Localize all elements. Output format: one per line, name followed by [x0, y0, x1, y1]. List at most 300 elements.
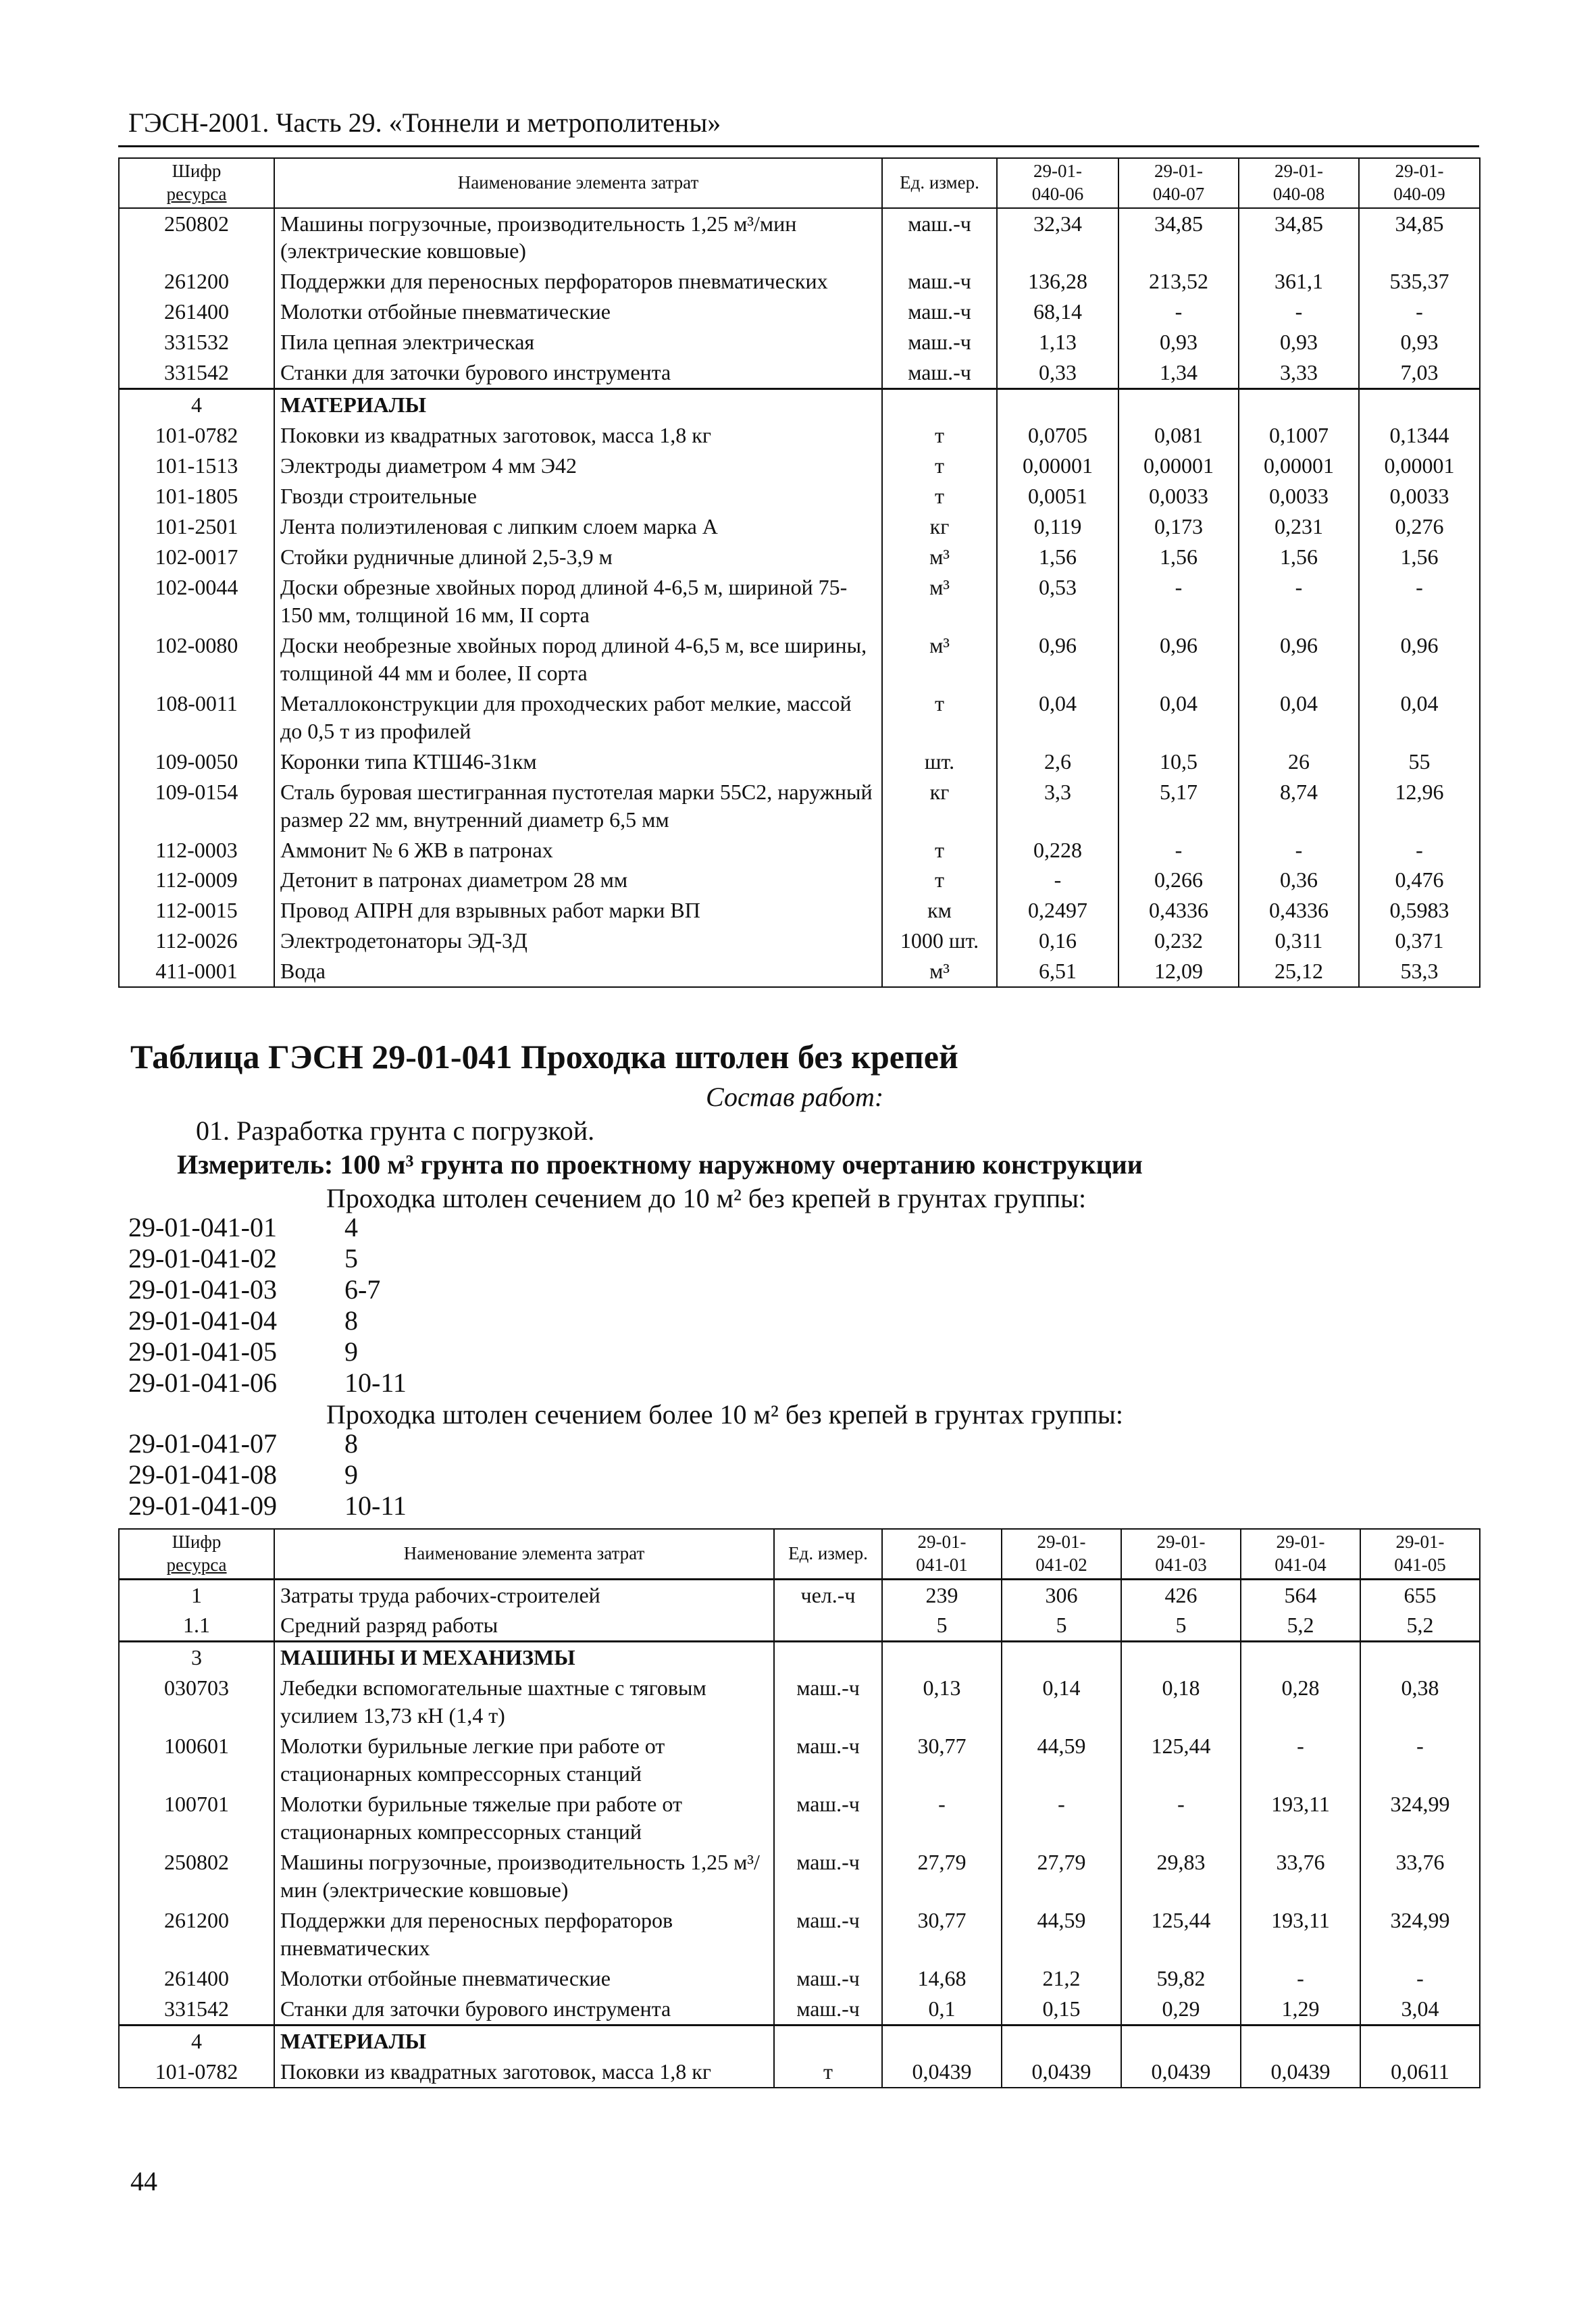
table-row [119, 1847, 1480, 1905]
norm-value: 0,16 [997, 926, 1118, 956]
unit-of-measure: шт. [882, 747, 997, 777]
norm-value: 0,04 [1239, 688, 1359, 747]
norm-value: 12,09 [1118, 956, 1239, 987]
norm-value: 12,96 [1359, 777, 1480, 835]
unit-of-measure: маш.-ч [774, 1905, 882, 1963]
norm-value: 239 [882, 1579, 1002, 1610]
cost-element-name: Гвозди строительные [274, 481, 882, 511]
unit-of-measure: маш.-ч [882, 266, 997, 297]
norm-value: 44,59 [1002, 1905, 1121, 1963]
table-row [119, 1789, 1480, 1847]
column-header-041-02: 29-01- 041-02 [1002, 1529, 1121, 1579]
norm-value: - [1118, 297, 1239, 327]
unit-of-measure [774, 1610, 882, 1641]
soil-group: 9 [344, 1336, 358, 1367]
resource-code: 331542 [119, 357, 274, 388]
cost-element-name: Провод АПРН для взрывных работ марки ВП [274, 895, 882, 926]
norm-value: - [1360, 1963, 1480, 1994]
variant-item [128, 1428, 407, 1459]
resource-code: 101-0782 [119, 420, 274, 451]
norm-value: 0,119 [997, 511, 1118, 542]
norm-value: - [1359, 835, 1480, 865]
unit-of-measure [882, 389, 997, 420]
unit-of-measure: т [882, 451, 997, 481]
norm-value: 34,85 [1359, 208, 1480, 267]
norm-value [1121, 2025, 1241, 2056]
norm-value: 30,77 [882, 1905, 1002, 1963]
norm-value: 0,96 [1359, 630, 1480, 688]
unit-of-measure: маш.-ч [774, 1994, 882, 2025]
column-header-unit: Ед. измер. [882, 158, 997, 208]
norm-value: 0,231 [1239, 511, 1359, 542]
unit-of-measure: 1000 шт. [882, 926, 997, 956]
norm-value: - [1002, 1789, 1121, 1847]
cost-element-name: Стойки рудничные длиной 2,5-3,9 м [274, 542, 882, 572]
table-row [119, 926, 1480, 956]
page-number: 44 [130, 2166, 157, 2196]
resource-code: 112-0003 [119, 835, 274, 865]
variant-code: 29-01-041-03 [128, 1274, 277, 1305]
norm-value: 30,77 [882, 1731, 1002, 1789]
norm-value [1241, 2025, 1360, 2056]
norm-value: 0,0439 [1121, 2057, 1241, 2088]
group-caption-small-section: Проходка штолен сечением до 10 м² без крепей в грунтах группы: [326, 1183, 1087, 1213]
resource-code: 102-0017 [119, 542, 274, 572]
norm-value: 193,11 [1241, 1789, 1360, 1847]
soil-group: 9 [344, 1459, 358, 1490]
unit-of-measure: маш.-ч [882, 357, 997, 388]
column-header-040-06: 29-01- 040-06 [997, 158, 1118, 208]
table-body [119, 1579, 1480, 2088]
norm-value: 0,04 [1359, 688, 1480, 747]
column-header-041-03: 29-01- 041-03 [1121, 1529, 1241, 1579]
norm-value: 0,93 [1118, 327, 1239, 357]
cost-element-name: Поддержки для переносных перфораторов пневматических [274, 1905, 774, 1963]
table-header-row [119, 158, 1480, 208]
norm-value: 0,0705 [997, 420, 1118, 451]
resource-code: 108-0011 [119, 688, 274, 747]
unit-of-measure: маш.-ч [774, 1847, 882, 1905]
unit-of-measure: м³ [882, 956, 997, 987]
variant-item [128, 1336, 407, 1367]
cost-element-name: Станки для заточки бурового инструмента [274, 357, 882, 388]
norm-value: 0,53 [997, 572, 1118, 630]
norm-value: 193,11 [1241, 1905, 1360, 1963]
unit-of-measure: маш.-ч [882, 297, 997, 327]
norm-value: 0,93 [1239, 327, 1359, 357]
unit-of-measure: маш.-ч [882, 327, 997, 357]
norm-value: 0,18 [1121, 1673, 1241, 1731]
work-item: 01. Разработка грунта с погрузкой. [196, 1115, 595, 1146]
norm-value: 306 [1002, 1579, 1121, 1610]
table-row [119, 1994, 1480, 2025]
resource-code: 331542 [119, 1994, 274, 2025]
column-header-041-01: 29-01- 041-01 [882, 1529, 1002, 1579]
column-header-041-05: 29-01- 041-05 [1360, 1529, 1480, 1579]
norm-value: 426 [1121, 1579, 1241, 1610]
group-caption-large-section: Проходка штолен сечением более 10 м² без крепей в грунтах группы: [326, 1399, 1124, 1430]
cost-element-name: Лебедки вспомогательные шахтные с тяговым усилием 13,73 кН (1,4 т) [274, 1673, 774, 1731]
norm-value: 125,44 [1121, 1905, 1241, 1963]
norm-value: - [1118, 572, 1239, 630]
norm-value: 0,2497 [997, 895, 1118, 926]
norm-value: 29,83 [1121, 1847, 1241, 1905]
table-row [119, 1905, 1480, 1963]
resource-code: 4 [119, 389, 274, 420]
norm-value: 26 [1239, 747, 1359, 777]
norm-value [1360, 2025, 1480, 2056]
norm-value: 27,79 [882, 1847, 1002, 1905]
norm-value: 0,96 [997, 630, 1118, 688]
cost-element-name: Доски обрезные хвойных пород длиной 4-6,5 м, шириной 75-150 мм, толщиной 16 мм, II сорта [274, 572, 882, 630]
norm-value: 0,04 [1118, 688, 1239, 747]
norm-value: 0,0439 [882, 2057, 1002, 2088]
norm-value: - [1239, 297, 1359, 327]
norm-value: 1,34 [1118, 357, 1239, 388]
norm-value: 3,3 [997, 777, 1118, 835]
variant-item [128, 1367, 407, 1399]
table-row [119, 777, 1480, 835]
norm-value: - [997, 865, 1118, 895]
unit-of-measure: маш.-ч [774, 1673, 882, 1731]
norm-value: 34,85 [1239, 208, 1359, 267]
norm-value: 14,68 [882, 1963, 1002, 1994]
norm-value [1002, 2025, 1121, 2056]
table-row [119, 266, 1480, 297]
table-row [119, 1731, 1480, 1789]
variant-item [128, 1274, 407, 1305]
norm-value [1002, 1642, 1121, 1673]
norm-value: 0,28 [1241, 1673, 1360, 1731]
norm-value [1241, 1642, 1360, 1673]
norm-value [1359, 389, 1480, 420]
norm-value [882, 2025, 1002, 2056]
variant-item [128, 1305, 407, 1336]
norm-value: 53,3 [1359, 956, 1480, 987]
resource-code: 261400 [119, 297, 274, 327]
norm-value: 34,85 [1118, 208, 1239, 267]
cost-element-name: Лента полиэтиленовая с липким слоем марка А [274, 511, 882, 542]
norm-value: 10,5 [1118, 747, 1239, 777]
norm-value: 0,276 [1359, 511, 1480, 542]
variant-code: 29-01-041-04 [128, 1305, 277, 1336]
norm-value: 564 [1241, 1579, 1360, 1610]
table-row [119, 2057, 1480, 2088]
norm-value: 5 [882, 1610, 1002, 1641]
unit-of-measure: чел.-ч [774, 1579, 882, 1610]
unit-of-measure: м³ [882, 630, 997, 688]
unit-of-measure: т [882, 420, 997, 451]
table-row [119, 895, 1480, 926]
resource-code: 102-0080 [119, 630, 274, 688]
norm-value: 0,371 [1359, 926, 1480, 956]
unit-of-measure: т [882, 835, 997, 865]
resource-code: 250802 [119, 208, 274, 267]
column-header-040-09: 29-01- 040-09 [1359, 158, 1480, 208]
norm-value: - [1121, 1789, 1241, 1847]
soil-group: 4 [344, 1212, 358, 1242]
norm-value: - [1360, 1731, 1480, 1789]
norm-value: 0,0439 [1241, 2057, 1360, 2088]
norm-value: - [1241, 1963, 1360, 1994]
column-header-040-07: 29-01- 040-07 [1118, 158, 1239, 208]
cost-element-name: Станки для заточки бурового инструмента [274, 1994, 774, 2025]
variant-item [128, 1243, 407, 1274]
norm-value: 324,99 [1360, 1789, 1480, 1847]
norm-value: - [1118, 835, 1239, 865]
norm-value: 0,96 [1118, 630, 1239, 688]
section-row [119, 2025, 1480, 2056]
resource-code: 112-0015 [119, 895, 274, 926]
norm-value: 1,13 [997, 327, 1118, 357]
norm-value: 44,59 [1002, 1731, 1121, 1789]
cost-element-name: Средний разряд работы [274, 1610, 774, 1641]
unit-of-measure: кг [882, 511, 997, 542]
norm-value: 0,0033 [1118, 481, 1239, 511]
norm-value: 0,228 [997, 835, 1118, 865]
table-row [119, 357, 1480, 388]
unit-of-measure: т [774, 2057, 882, 2088]
resource-code: 109-0154 [119, 777, 274, 835]
norm-value: 33,76 [1360, 1847, 1480, 1905]
soil-group: 8 [344, 1305, 358, 1336]
composition-heading: Состав работ: [706, 1082, 884, 1112]
cost-element-name: Молотки бурильные легкие при работе от стационарных компрессорных станций [274, 1731, 774, 1789]
norm-value: 0,0033 [1239, 481, 1359, 511]
norm-value: 0,14 [1002, 1673, 1121, 1731]
unit-of-measure: маш.-ч [774, 1731, 882, 1789]
cost-element-name: МАТЕРИАЛЫ [274, 389, 882, 420]
norm-value: 0,00001 [1239, 451, 1359, 481]
norm-value: 32,34 [997, 208, 1118, 267]
table-row [119, 630, 1480, 688]
resource-code: 331532 [119, 327, 274, 357]
norm-value: - [1239, 572, 1359, 630]
norm-value: 0,36 [1239, 865, 1359, 895]
norm-value: 5,2 [1360, 1610, 1480, 1641]
norm-value: 136,28 [997, 266, 1118, 297]
section-row [119, 1642, 1480, 1673]
resource-code: 112-0009 [119, 865, 274, 895]
norm-value: 125,44 [1121, 1731, 1241, 1789]
cost-element-name: Сталь буровая шестигранная пустотелая марки 55С2, наружный размер 22 мм, внутренний диаметр 6,5 мм [274, 777, 882, 835]
variant-code: 29-01-041-09 [128, 1490, 277, 1521]
norm-value: 5 [1002, 1610, 1121, 1641]
norm-value: 68,14 [997, 297, 1118, 327]
norm-value [1121, 1642, 1241, 1673]
soil-group: 6-7 [344, 1274, 381, 1305]
norm-value [1239, 389, 1359, 420]
resource-code: 261200 [119, 266, 274, 297]
norm-value: 1,29 [1241, 1994, 1360, 2025]
table-row [119, 420, 1480, 451]
cost-element-name: Доски необрезные хвойных пород длиной 4-6,5 м, все ширины, толщиной 44 мм и более, II сорта [274, 630, 882, 688]
table-row [119, 542, 1480, 572]
cost-element-name: Детонит в патронах диаметром 28 мм [274, 865, 882, 895]
norm-value: 21,2 [1002, 1963, 1121, 1994]
norm-value: - [882, 1789, 1002, 1847]
resource-code: 261400 [119, 1963, 274, 1994]
unit-of-measure: маш.-ч [882, 208, 997, 267]
table-row [119, 1610, 1480, 1641]
resource-code: 1 [119, 1579, 274, 1610]
norm-value: 0,38 [1360, 1673, 1480, 1731]
norm-value: 55 [1359, 747, 1480, 777]
cost-element-name: Электроды диаметром 4 мм Э42 [274, 451, 882, 481]
norm-value: 5 [1121, 1610, 1241, 1641]
cost-element-name: Металлоконструкции для проходческих работ мелкие, массой до 0,5 т из профилей [274, 688, 882, 747]
norm-value: - [1239, 835, 1359, 865]
table-row [119, 208, 1480, 267]
norm-value: 25,12 [1239, 956, 1359, 987]
norm-value: 0,00001 [1118, 451, 1239, 481]
column-header-code: Шифр ресурса [119, 1529, 274, 1579]
table-row [119, 688, 1480, 747]
table-row [119, 572, 1480, 630]
norm-value [1360, 1642, 1480, 1673]
norm-value: 0,29 [1121, 1994, 1241, 2025]
unit-of-measure: т [882, 865, 997, 895]
resource-table-041 [118, 1528, 1481, 2088]
norm-value: 0,0033 [1359, 481, 1480, 511]
resource-code: 3 [119, 1642, 274, 1673]
norm-value: 0,081 [1118, 420, 1239, 451]
norm-value: 0,1344 [1359, 420, 1480, 451]
norm-value: - [1241, 1731, 1360, 1789]
soil-group: 5 [344, 1243, 358, 1274]
norm-value: 0,476 [1359, 865, 1480, 895]
variant-code: 29-01-041-08 [128, 1459, 277, 1490]
table-row [119, 1579, 1480, 1610]
variant-list-small-section [128, 1212, 407, 1399]
resource-code: 411-0001 [119, 956, 274, 987]
norm-value: 0,00001 [997, 451, 1118, 481]
norm-value: 0,33 [997, 357, 1118, 388]
variant-item [128, 1459, 407, 1490]
table-row [119, 865, 1480, 895]
cost-element-name: Молотки бурильные тяжелые при работе от стационарных компрессорных станций [274, 1789, 774, 1847]
norm-value: 1,56 [1118, 542, 1239, 572]
norm-value: 655 [1360, 1579, 1480, 1610]
table-row [119, 481, 1480, 511]
norm-value: 0,173 [1118, 511, 1239, 542]
table-row [119, 297, 1480, 327]
norm-value: 1,56 [1239, 542, 1359, 572]
norm-value: 361,1 [1239, 266, 1359, 297]
unit-of-measure [774, 2025, 882, 2056]
cost-element-name: Вода [274, 956, 882, 987]
variant-code: 29-01-041-07 [128, 1428, 277, 1459]
cost-element-name: Электродетонаторы ЭД-3Д [274, 926, 882, 956]
column-header-name: Наименование элемента затрат [274, 1529, 774, 1579]
table-row [119, 511, 1480, 542]
norm-value: 3,04 [1360, 1994, 1480, 2025]
norm-value: 0,0439 [1002, 2057, 1121, 2088]
cost-element-name: Коронки типа КТШ46-31км [274, 747, 882, 777]
unit-of-measure: маш.-ч [774, 1789, 882, 1847]
norm-value: 0,13 [882, 1673, 1002, 1731]
resource-code: 1.1 [119, 1610, 274, 1641]
soil-group: 8 [344, 1428, 358, 1459]
column-header-name: Наименование элемента затрат [274, 158, 882, 208]
table-body [119, 208, 1480, 988]
norm-value: 0,5983 [1359, 895, 1480, 926]
norm-value: 0,4336 [1118, 895, 1239, 926]
variant-code: 29-01-041-02 [128, 1243, 277, 1274]
resource-code: 261200 [119, 1905, 274, 1963]
column-header-unit: Ед. измер. [774, 1529, 882, 1579]
table-row [119, 1963, 1480, 1994]
norm-value: 0,232 [1118, 926, 1239, 956]
resource-table-040 [118, 157, 1481, 988]
cost-element-name: МАШИНЫ И МЕХАНИЗМЫ [274, 1642, 774, 1673]
cost-element-name: Затраты труда рабочих-строителей [274, 1579, 774, 1610]
column-header-041-04: 29-01- 041-04 [1241, 1529, 1360, 1579]
cost-element-name: Машины погрузочные, производительность 1,25 м³/мин (электрические ковшовые) [274, 208, 882, 267]
norm-value: 324,99 [1360, 1905, 1480, 1963]
variant-list-large-section [128, 1428, 407, 1521]
unit-of-measure [774, 1642, 882, 1673]
norm-value: 0,266 [1118, 865, 1239, 895]
table-row [119, 1673, 1480, 1731]
norm-value: 33,76 [1241, 1847, 1360, 1905]
header-rule [118, 145, 1479, 147]
cost-element-name: Пила цепная электрическая [274, 327, 882, 357]
table-row [119, 956, 1480, 987]
norm-value: 0,04 [997, 688, 1118, 747]
norm-value: 59,82 [1121, 1963, 1241, 1994]
norm-value: 8,74 [1239, 777, 1359, 835]
norm-value: - [1359, 297, 1480, 327]
resource-code: 102-0044 [119, 572, 274, 630]
norm-value: 0,96 [1239, 630, 1359, 688]
norm-value: 0,1 [882, 1994, 1002, 2025]
resource-code: 101-1513 [119, 451, 274, 481]
variant-item [128, 1212, 407, 1243]
norm-value: 7,03 [1359, 357, 1480, 388]
variant-code: 29-01-041-01 [128, 1212, 277, 1242]
norm-value: 1,56 [997, 542, 1118, 572]
variant-code: 29-01-041-06 [128, 1367, 277, 1398]
resource-code: 030703 [119, 1673, 274, 1731]
unit-of-measure: м³ [882, 542, 997, 572]
norm-value: 3,33 [1239, 357, 1359, 388]
table-title: Таблица ГЭСН 29-01-041 Проходка штолен без крепей [130, 1038, 958, 1076]
norm-value: 0,4336 [1239, 895, 1359, 926]
norm-value: 6,51 [997, 956, 1118, 987]
norm-value: 0,15 [1002, 1994, 1121, 2025]
norm-value [882, 1642, 1002, 1673]
norm-value: 0,0051 [997, 481, 1118, 511]
resource-code: 112-0026 [119, 926, 274, 956]
unit-of-measure: км [882, 895, 997, 926]
resource-code: 101-2501 [119, 511, 274, 542]
unit-of-measure: кг [882, 777, 997, 835]
norm-value: 2,6 [997, 747, 1118, 777]
cost-element-name: Поковки из квадратных заготовок, масса 1,8 кг [274, 2057, 774, 2088]
norm-value: 0,93 [1359, 327, 1480, 357]
measurement-unit: Измеритель: 100 м³ грунта по проектному наружному очертанию конструкции [177, 1149, 1143, 1180]
unit-of-measure: т [882, 688, 997, 747]
section-row [119, 389, 1480, 420]
cost-element-name: Молотки отбойные пневматические [274, 297, 882, 327]
norm-value: - [1359, 572, 1480, 630]
norm-value: 0,311 [1239, 926, 1359, 956]
resource-code: 101-0782 [119, 2057, 274, 2088]
cost-element-name: МАТЕРИАЛЫ [274, 2025, 774, 2056]
norm-value: 213,52 [1118, 266, 1239, 297]
norm-value: 0,00001 [1359, 451, 1480, 481]
